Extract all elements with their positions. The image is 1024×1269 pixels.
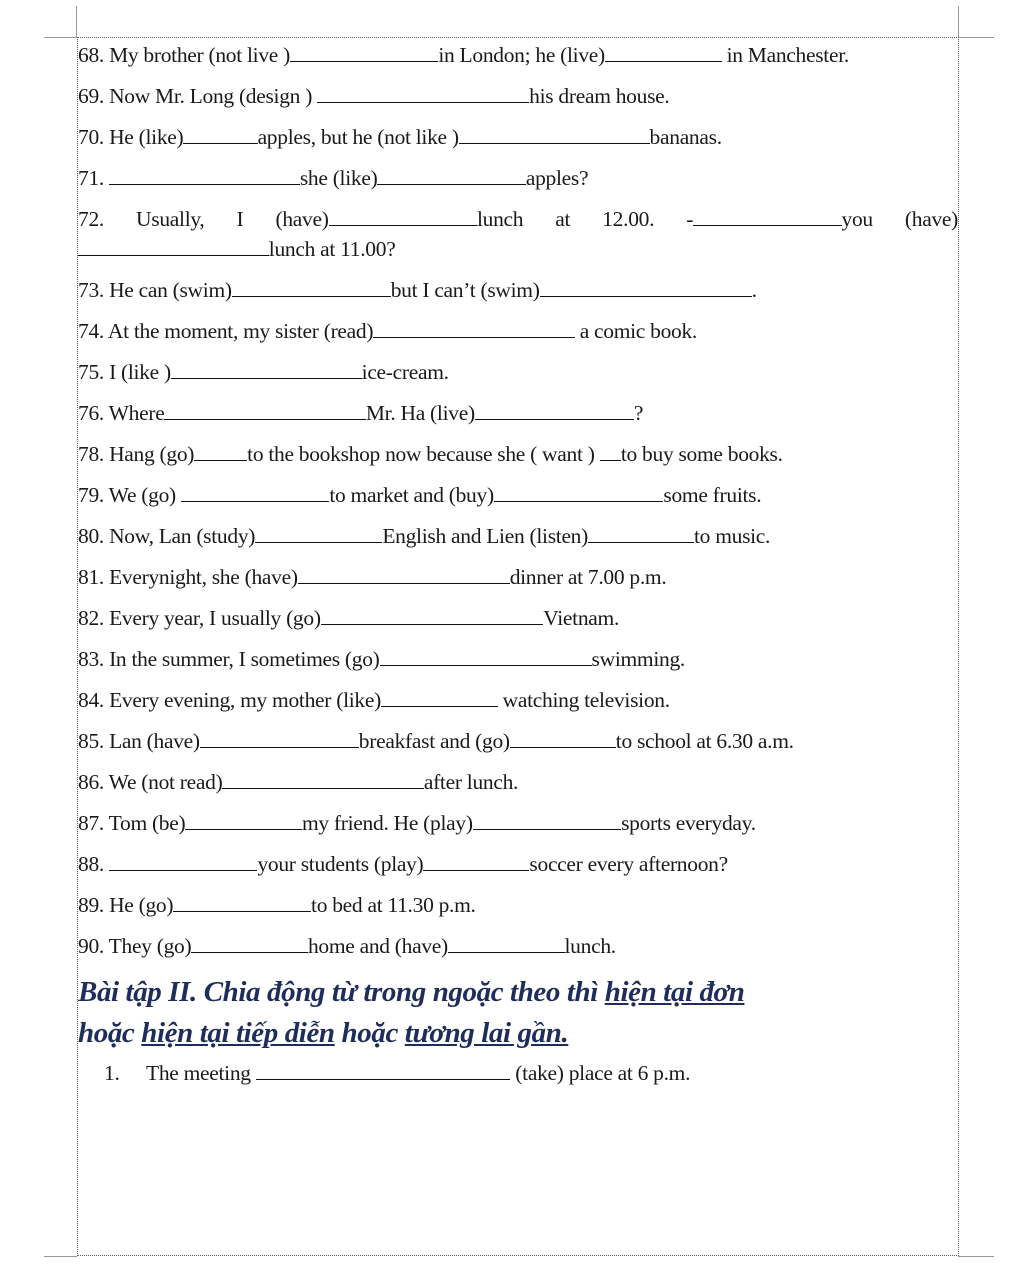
exercise-text: In the summer, I sometimes (go) swimming. — [109, 647, 686, 671]
exercise-text: He can (swim) but I can’t (swim) . — [109, 278, 757, 302]
heading-or-1: hoặc — [78, 1017, 142, 1049]
heading-prefix: Bài tập II. Chia động từ trong ngoặc theo thì — [78, 976, 605, 1008]
exercise-number: 81. — [78, 565, 110, 589]
answer-blank[interactable] — [473, 809, 621, 830]
exercise-number: 78. — [78, 442, 110, 466]
exercise-number: 69. — [78, 84, 110, 108]
exercise-text: He (go) to bed at 11.30 p.m. — [109, 893, 476, 917]
answer-blank[interactable] — [298, 563, 510, 584]
crop-mark-tr-h — [958, 37, 994, 38]
exercise-72 — [78, 204, 958, 264]
exercise-list — [78, 40, 958, 961]
exercise-text: Now Mr. Long (design ) his dream house. — [109, 84, 670, 108]
exercise-text: Lan (have) breakfast and (go) to school at 6.30 a.m. — [109, 729, 794, 753]
answer-blank[interactable] — [290, 41, 438, 62]
answer-blank[interactable] — [448, 932, 565, 953]
answer-blank[interactable] — [459, 123, 650, 144]
exercise-number: 88. — [78, 852, 110, 876]
item-number: 1. — [104, 1061, 120, 1085]
exercise-text: We (go) to market and (buy) some fruits. — [108, 483, 762, 507]
answer-blank[interactable] — [222, 768, 423, 789]
exercise-85 — [78, 726, 958, 756]
exercise-number: 75. — [78, 360, 110, 384]
exercise-88 — [78, 849, 958, 879]
exercise-80 — [78, 521, 958, 551]
exercise-number: 89. — [78, 893, 110, 917]
answer-blank[interactable] — [232, 276, 391, 297]
answer-blank[interactable] — [194, 440, 247, 461]
exercise-number: 84. — [78, 688, 110, 712]
exercise-89 — [78, 890, 958, 920]
document-body — [78, 40, 958, 1088]
exercise-number: 86. — [78, 770, 109, 794]
exercise-73 — [78, 275, 958, 305]
exercise-text: Every year, I usually (go) Vietnam. — [109, 606, 620, 630]
exercise-number: 76. — [78, 401, 109, 425]
answer-blank[interactable] — [173, 891, 311, 912]
exercise-text: Now, Lan (study) English and Lien (listen) to music. — [109, 524, 771, 548]
exercise-number: 74. — [78, 319, 108, 343]
crop-mark-bl-h — [44, 1256, 77, 1257]
answer-blank[interactable] — [475, 399, 634, 420]
exercise-number: 70. — [78, 125, 110, 149]
answer-blank[interactable] — [164, 399, 365, 420]
answer-blank[interactable] — [183, 123, 257, 144]
answer-blank[interactable] — [494, 481, 664, 502]
exercise-number: 71. — [78, 166, 110, 190]
exercise-68 — [78, 40, 958, 70]
exercise-84 — [78, 685, 958, 715]
answer-blank[interactable] — [373, 317, 574, 338]
exercise-81 — [78, 562, 958, 592]
exercise-number: 87. — [78, 811, 109, 835]
answer-blank[interactable] — [377, 164, 525, 185]
exercise-text: At the moment, my sister (read) a comic book. — [107, 319, 698, 343]
exercise-text: Where Mr. Ha (live) ? — [108, 401, 644, 425]
exercise-number: 73. — [78, 278, 110, 302]
exercise-78 — [78, 439, 958, 469]
crop-mark-tl-h — [44, 37, 77, 38]
exercise-75 — [78, 357, 958, 387]
exercise-number: 85. — [78, 729, 110, 753]
exercise-71 — [78, 163, 958, 193]
exercise-74 — [78, 316, 958, 346]
answer-blank[interactable] — [423, 850, 529, 871]
exercise-82 — [78, 603, 958, 633]
exercise-76 — [78, 398, 958, 428]
answer-blank[interactable] — [191, 932, 308, 953]
answer-blank[interactable] — [600, 440, 621, 461]
heading-tense-2: hiện tại tiếp diễn — [141, 1017, 335, 1049]
answer-blank[interactable] — [181, 481, 329, 502]
crop-mark-tl-v — [76, 6, 77, 38]
answer-blank[interactable] — [588, 522, 694, 543]
item-text: The meeting (take) place at 6 p.m. — [146, 1061, 691, 1085]
crop-mark-br-h — [958, 1256, 994, 1257]
answer-blank[interactable] — [109, 850, 257, 871]
answer-blank[interactable] — [693, 205, 841, 226]
exercise-79 — [78, 480, 958, 510]
exercise-text: Usually, I (have) lunch at 12.00. - you (have) lunch at 11.00? — [78, 207, 958, 261]
exercise-number: 90. — [78, 934, 109, 958]
answer-blank[interactable] — [321, 604, 544, 625]
exercise-90 — [78, 931, 958, 961]
exercise-number: 83. — [78, 647, 110, 671]
exercise-text: Everynight, she (have) dinner at 7.00 p.m. — [109, 565, 667, 589]
answer-blank[interactable] — [109, 164, 300, 185]
exercise-text: We (not read) after lunch. — [108, 770, 519, 794]
exercise-text: Every evening, my mother (like) watching television. — [109, 688, 670, 712]
exercise-text: Hang (go) to the bookshop now because she ( want ) to buy some books. — [109, 442, 783, 466]
exercise-70 — [78, 122, 958, 152]
exercise-69 — [78, 81, 958, 111]
exercise-text: My brother (not live ) in London; he (live) in Manchester. — [109, 43, 849, 67]
answer-blank[interactable] — [605, 41, 722, 62]
answer-blank[interactable] — [171, 358, 362, 379]
exercise-number: 68. — [78, 43, 110, 67]
exercise-text: They (go) home and (have) lunch. — [108, 934, 616, 958]
exercise-text: He (like) apples, but he (not like ) bananas. — [109, 125, 722, 149]
answer-blank[interactable] — [329, 205, 477, 226]
heading-or-2: hoặc — [334, 1017, 405, 1049]
answer-blank[interactable] — [200, 727, 359, 748]
exercise-86 — [78, 767, 958, 797]
exercise-87 — [78, 808, 958, 838]
numbered-list — [78, 1058, 958, 1088]
answer-blank[interactable] — [317, 82, 529, 103]
answer-blank[interactable] — [185, 809, 302, 830]
heading-tense-3: tương lai gần. — [404, 1017, 569, 1049]
exercise-text: she (like) apples? — [109, 166, 588, 190]
answer-blank[interactable] — [255, 522, 382, 543]
answer-blank[interactable] — [380, 645, 592, 666]
numbered-item — [104, 1058, 958, 1088]
answer-blank[interactable] — [256, 1059, 510, 1080]
exercise-number: 79. — [78, 483, 109, 507]
exercise-83 — [78, 644, 958, 674]
heading-tense-1: hiện tại đơn — [604, 976, 745, 1008]
exercise-text: I (like ) ice-cream. — [109, 360, 449, 384]
exercise-text: Tom (be) my friend. He (play) sports everyday. — [108, 811, 756, 835]
exercise-text: your students (play) soccer every afternoon? — [109, 852, 728, 876]
exercise-number: 82. — [78, 606, 110, 630]
exercise-number: 80. — [78, 524, 110, 548]
answer-blank[interactable] — [540, 276, 752, 297]
answer-blank[interactable] — [78, 235, 269, 256]
section-heading — [78, 972, 958, 1054]
crop-mark-tr-v — [958, 6, 959, 38]
answer-blank[interactable] — [381, 686, 498, 707]
answer-blank[interactable] — [510, 727, 616, 748]
exercise-number: 72. — [78, 207, 137, 231]
